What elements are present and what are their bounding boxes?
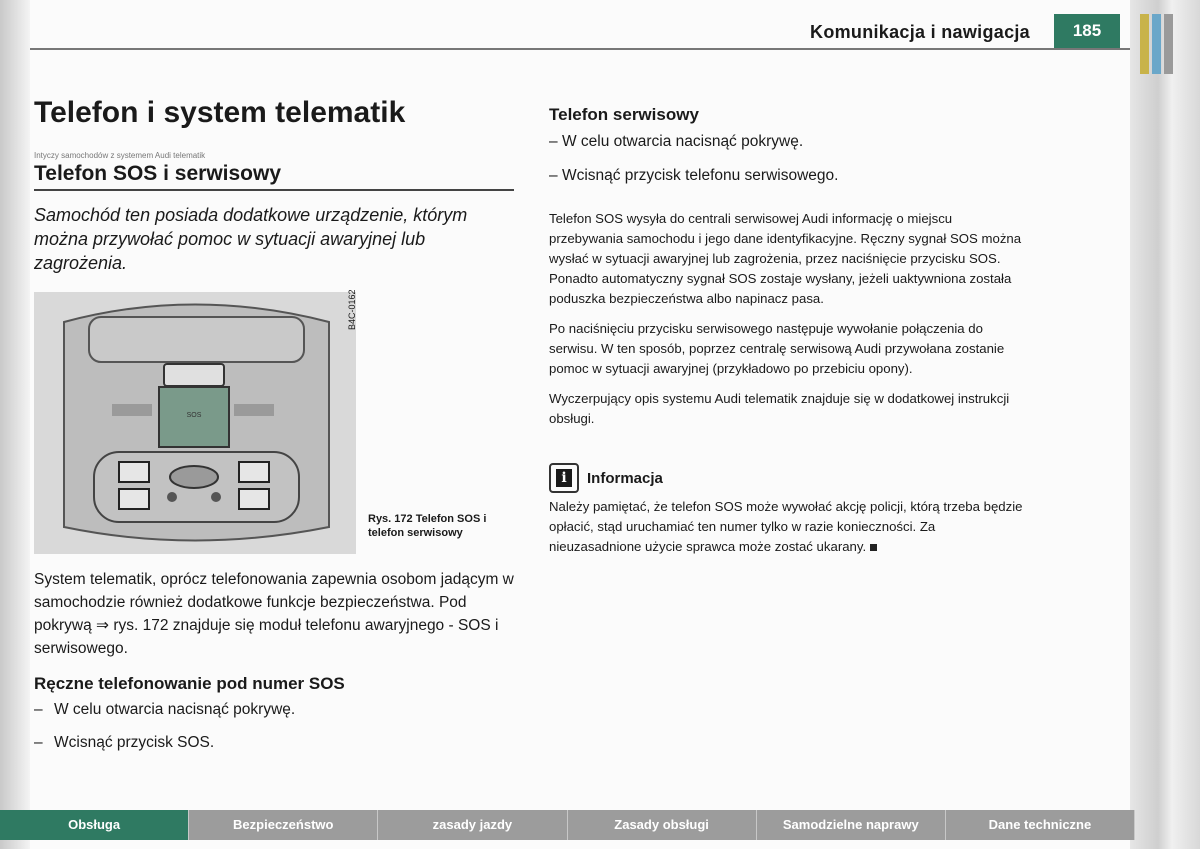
figure-code: B4C-0162: [347, 289, 357, 330]
figure-caption: Rys. 172 Telefon SOS i telefon serwisowy: [368, 513, 487, 539]
reading-light-icon: [170, 466, 218, 488]
section-heading: Telefon SOS i serwisowy: [34, 162, 514, 191]
info-title: Informacja: [587, 469, 663, 487]
overhead-console-illustration: [34, 292, 356, 554]
manual-sos-heading: Ręczne telefonowanie pod numer SOS: [34, 674, 345, 693]
page-edge: [1130, 0, 1200, 849]
page-number: 185: [1054, 14, 1120, 48]
figure-172: [34, 289, 514, 554]
info-icon: i: [549, 463, 579, 493]
nav-tab-zasady-obslugi[interactable]: Zasady obsługi: [568, 810, 757, 840]
light-button-right: [239, 462, 269, 482]
breadcrumb: Intyczy samochodów z systemem Audi telematik: [34, 151, 206, 160]
list-item: – W celu otwarcia nacisnąć pokrywę.: [549, 133, 804, 150]
section-title: Komunikacja i nawigacja: [810, 22, 1030, 42]
lead-text: Samochód ten posiada dodatkowe urządzenie, którym można przywołać pomoc w sytuacji awaryjnej lub zagrożenia.: [34, 205, 468, 273]
paragraph: Wyczerpujący opis systemu Audi telematik znajduje się w dodatkowej instrukcji obsługi.: [549, 391, 1010, 426]
service-phone-heading: Telefon serwisowy: [549, 105, 699, 124]
info-box: [549, 463, 1029, 557]
paragraph: Po naciśnięciu przycisku serwisowego następuje wywołanie połączenia do serwisu. W ten sposób, poprzez centralę serwisową Audi przywołana zostanie pomoc w sytuacji awaryjnej (przykładowo po przebiciu opony).: [549, 321, 1005, 376]
edge-tab-yellow: [1140, 14, 1149, 74]
svg-text:SOS: SOS: [186, 412, 202, 419]
nav-tab-bezpieczenstwo[interactable]: Bezpieczeństwo: [189, 810, 378, 840]
cover-latch-icon: [164, 364, 224, 386]
left-column: [34, 95, 514, 764]
info-header: [549, 463, 1029, 493]
list-item: – Wcisnąć przycisk SOS.: [34, 734, 215, 751]
bottom-nav: [0, 810, 1135, 840]
right-column: [549, 105, 1029, 557]
body-paragraph: System telematik, oprócz telefonowania zapewnia osobom jadącym w samochodzie również dodatkowe funkcje bezpieczeństwa. Pod pokrywą ⇒ rys. 172 znajduje się moduł telefonu awaryjnego - SOS i serwisowego.: [34, 571, 514, 657]
page-header: [30, 14, 1130, 50]
paragraph: Telefon SOS wysyła do centrali serwisowej Audi informację o miejscu przebywania samochodu i jego dane identyfikacyjne. Ręczny sygnał SOS można wysłać w sytuacji awaryjnej lub zagrożenia, przez naciśnięcie przycisku SOS. Ponadto automatyczny sygnał SOS zostaje wysłany, jeżeli uaktywniona została poduszka bezpieczeństwa albo napinacz pasa.: [549, 211, 1022, 306]
list-item: – Wcisnąć przycisk telefonu serwisowego.: [549, 167, 839, 184]
page-gutter-shadow: [0, 0, 30, 849]
page-title: Telefon i system telematik: [34, 96, 406, 129]
list-item: – W celu otwarcia nacisnąć pokrywę.: [34, 701, 296, 718]
light-button-left: [119, 462, 149, 482]
nav-tab-samodzielne-naprawy[interactable]: Samodzielne naprawy: [757, 810, 946, 840]
edge-tab-blue: [1152, 14, 1161, 74]
nav-tab-zasady-jazdy[interactable]: zasady jazdy: [378, 810, 567, 840]
info-body: Należy pamiętać, że telefon SOS może wywołać akcję policji, którą trzeba będzie opłacić, stąd uruchamiać ten numer tylko w razie konieczności. Za nieuzasadnione użycie sprawca może zostać ukarany.: [549, 499, 1023, 554]
end-square-icon: [870, 544, 877, 551]
nav-tab-dane-techniczne[interactable]: Dane techniczne: [946, 810, 1135, 840]
edge-tab-gray: [1164, 14, 1173, 74]
nav-tab-obsluga[interactable]: Obsługa: [0, 810, 189, 840]
